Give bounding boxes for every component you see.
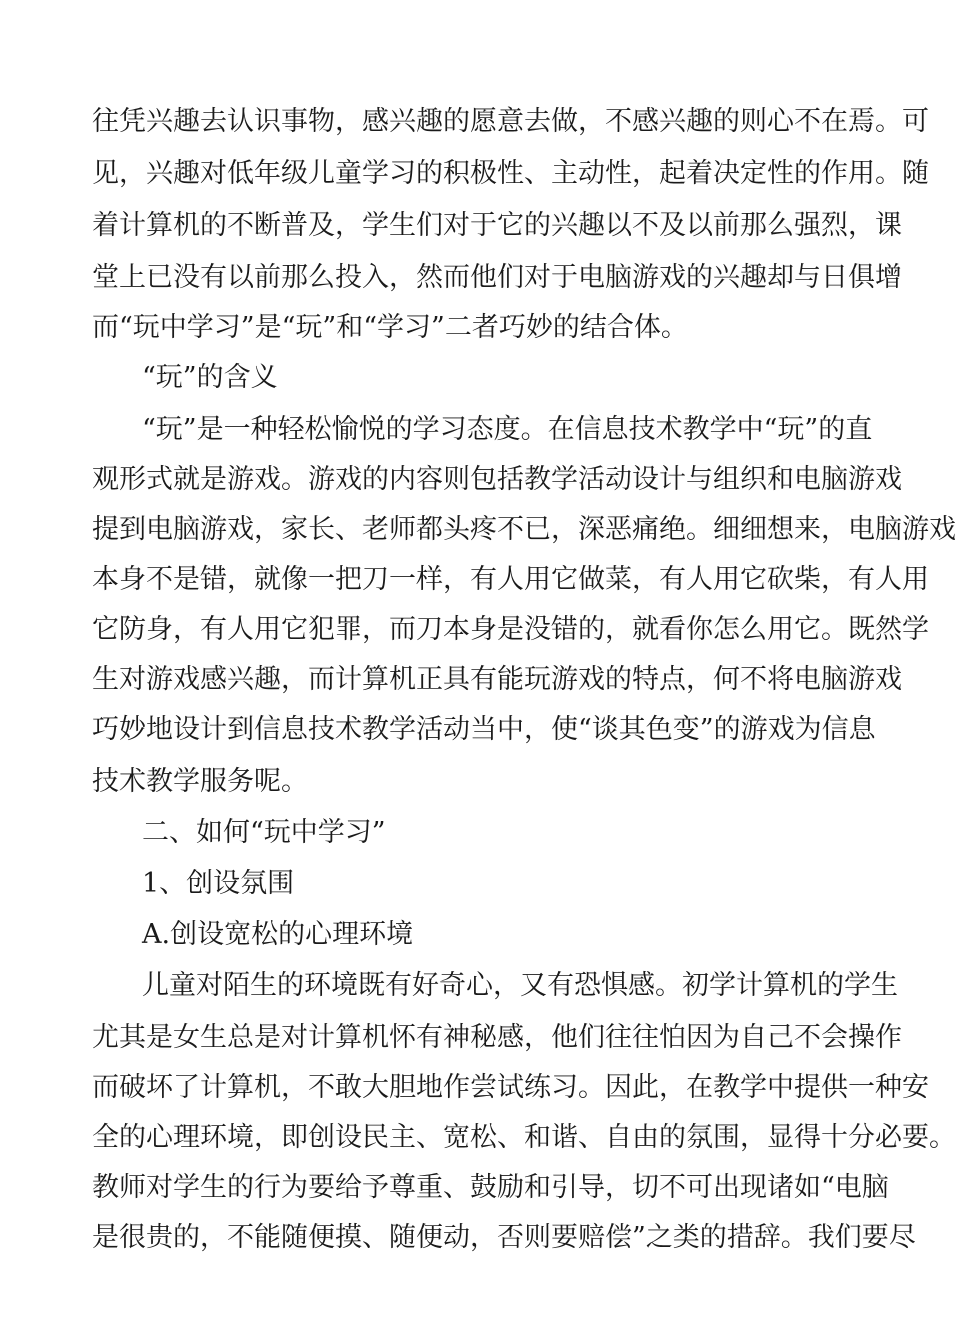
text-line: 儿童对陌生的环境既有好奇心，又有恐惧感。初学计算机的学生 bbox=[142, 970, 898, 1001]
section-heading: “玩”的含义 bbox=[142, 362, 278, 393]
text-line: 而“玩中学习”是“玩”和“学习”二者巧妙的结合体。 bbox=[92, 312, 688, 343]
text-line: 着计算机的不断普及，学生们对于它的兴趣以不及以前那么强烈，课 bbox=[92, 210, 902, 241]
text-line: 观形式就是游戏。游戏的内容则包括教学活动设计与组织和电脑游戏 bbox=[92, 464, 902, 495]
subsection-heading: 1、创设氛围 bbox=[142, 868, 295, 899]
text-line: 巧妙地设计到信息技术教学活动当中，使“谈其色变”的游戏为信息 bbox=[92, 714, 876, 745]
text-line: 见，兴趣对低年级儿童学习的积极性、主动性，起着决定性的作用。随 bbox=[92, 158, 929, 189]
section-heading: 二、如何“玩中学习” bbox=[142, 817, 386, 848]
text-line: 全的心理环境，即创设民主、宽松、和谐、自由的氛围，显得十分必要。 bbox=[92, 1122, 956, 1153]
text-line: 提到电脑游戏，家长、老师都头疼不已，深恶痛绝。细细想来，电脑游戏 bbox=[92, 514, 956, 545]
text-line: 生对游戏感兴趣，而计算机正具有能玩游戏的特点，何不将电脑游戏 bbox=[92, 664, 902, 695]
text-line: “玩”是一种轻松愉悦的学习态度。在信息技术教学中“玩”的直 bbox=[142, 414, 873, 445]
text-line: 它防身，有人用它犯罪，而刀本身是没错的，就看你怎么用它。既然学 bbox=[92, 614, 929, 645]
text-line: 是很贵的，不能随便摸、随便动，否则要赔偿”之类的措辞。我们要尽 bbox=[92, 1222, 916, 1253]
text-line: 尤其是女生总是对计算机怀有神秘感，他们往往怕因为自己不会操作 bbox=[92, 1022, 902, 1053]
text-line: 技术教学服务呢。 bbox=[92, 766, 308, 797]
text-line: 教师对学生的行为要给予尊重、鼓励和引导，切不可出现诸如“电脑 bbox=[92, 1172, 889, 1203]
text-line: 往凭兴趣去认识事物，感兴趣的愿意去做，不感兴趣的则心不在焉。可 bbox=[92, 106, 929, 137]
text-line: 本身不是错，就像一把刀一样，有人用它做菜，有人用它砍柴，有人用 bbox=[92, 564, 929, 595]
text-line: 堂上已没有以前那么投入，然而他们对于电脑游戏的兴趣却与日俱增 bbox=[92, 262, 902, 293]
text-line: 而破坏了计算机，不敢大胆地作尝试练习。因此，在教学中提供一种安 bbox=[92, 1072, 929, 1103]
subsection-heading: A.创设宽松的心理环境 bbox=[142, 919, 414, 950]
